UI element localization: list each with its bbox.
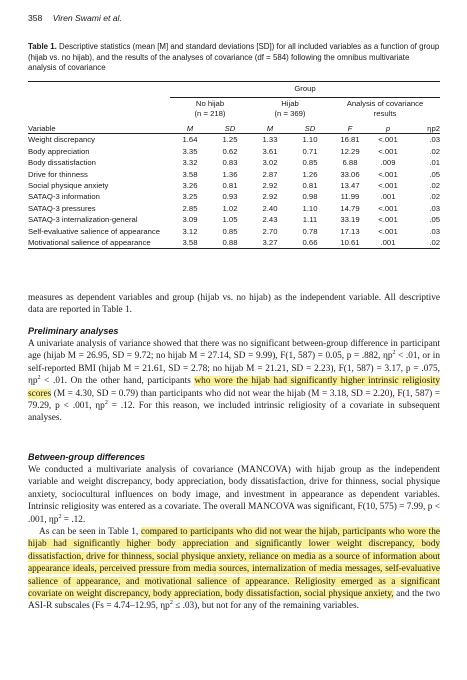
cell-sd1: 1.36 — [222, 169, 238, 179]
cell-p: .009 — [380, 158, 396, 168]
cell-m2: 2.43 — [262, 215, 278, 225]
cell-p: <.001 — [378, 146, 398, 156]
cell-f: 33.06 — [340, 169, 360, 179]
cell-m1: 3.35 — [182, 146, 198, 156]
cell-sd2: 1.11 — [302, 215, 318, 225]
text-span: and the two ASI-R subscales (Fs = 4.74–12.95, ηp — [28, 589, 440, 612]
table-row — [28, 191, 440, 202]
paragraph-text: measures as dependent variables and group (hijab vs. no hijab) as the independent variable. All descriptive data are reported in Table 1. — [28, 293, 440, 316]
superscript: 2 — [392, 350, 396, 357]
cell-m1: 3.58 — [170, 237, 210, 249]
cell-sd2: 0.98 — [302, 192, 318, 202]
text-span: (M = 4.30, SD = 0.79) than participants who did not wear the hijab (M = 3.18, SD = 2.20), F(1, 587) = 79.29, p < .001, ηp — [28, 388, 440, 412]
cell-eta: .02 — [429, 146, 440, 156]
cell-m1: 1.64 — [182, 135, 198, 145]
text-span: = .12. For this reason, we included intrinsic religiosity of a covariate in subsequent analyses. — [28, 401, 440, 424]
cell-eta: .03 — [429, 203, 440, 213]
cell-f: 13.47 — [340, 180, 360, 190]
cell-sd2: 0.66 — [290, 237, 330, 249]
cell-p: .001 — [380, 192, 396, 202]
cell-f: 17.13 — [340, 226, 360, 236]
cell-f: 6.88 — [342, 158, 358, 168]
cell-p: <.001 — [378, 135, 398, 145]
table-row — [28, 157, 440, 168]
cell-variable: Body dissatisfaction — [28, 158, 96, 168]
text-span: A univariate analysis of variance showed that there was no significant between-group difference in participant age (hijab M = 26.95, SD = 9.72; no hijab M = 27.14, SD = 9.99), F(1, 587) = 0.05, p = .882, ηp — [28, 339, 440, 362]
text-span: < .01. On the other hand, participants — [40, 376, 195, 387]
cell-variable: SATAQ-3 information — [28, 192, 100, 202]
cell-sd1: 1.05 — [222, 215, 238, 225]
cell-eta: .02 — [429, 180, 440, 190]
cell-eta: .05 — [429, 169, 440, 179]
cell-p: <.001 — [378, 215, 398, 225]
cell-f: 12.29 — [340, 146, 360, 156]
col-sd-hijab: SD — [304, 124, 316, 134]
cell-m2: 1.33 — [262, 135, 278, 145]
cell-m1: 3.58 — [182, 169, 198, 179]
cell-f: 10.61 — [330, 237, 370, 249]
cell-m1: 3.12 — [182, 226, 198, 236]
cell-sd2: 1.26 — [302, 169, 318, 179]
cell-eta: .01 — [429, 158, 440, 168]
cell-f: 14.79 — [340, 203, 360, 213]
cell-variable: Body appreciation — [28, 146, 90, 156]
running-header — [28, 13, 122, 23]
highlighted-text: who wore the hijab had significantly higher intrinsic religiosity scores — [28, 376, 440, 399]
cell-m2: 2.92 — [262, 180, 278, 190]
paragraph-preliminary — [28, 338, 440, 425]
cell-sd2: 0.78 — [302, 226, 318, 236]
cell-p: <.001 — [378, 203, 398, 213]
col-variable: Variable — [28, 124, 56, 134]
superscript: 2 — [37, 375, 41, 382]
cell-variable: Weight discrepancy — [28, 135, 95, 145]
cell-eta: .03 — [429, 226, 440, 236]
cell-m2: 3.61 — [262, 146, 278, 156]
cell-variable: Motivational salience of appearance — [28, 237, 170, 249]
no-hijab-n: (n = 218) — [194, 108, 226, 118]
hijab-label: Hijab — [281, 99, 299, 108]
text-span: = .12. — [61, 514, 86, 525]
highlighted-text: compared to participants who did not wear the hijab, participants who wore the hijab had significantly higher body appreciation and significantly lower weight discrepancy, body dissatisfaction, drive for thinness, social physique anxiety, reliance on media as a source of information about appearance ideals, perceived pressure from media sources, internalization of media messages, self-evaluative salience of appearance, and motivational salience of appearance. Religiosity emerged as a significant covariate on weight discrepancy, body appreciation, body dissatisfaction, social physique anxiety, — [28, 527, 440, 600]
paragraph-continuation — [28, 292, 440, 317]
cell-p: <.001 — [378, 180, 398, 190]
col-m-no-hijab: M — [186, 124, 194, 134]
table-row — [28, 214, 440, 225]
cell-m2: 2.92 — [262, 192, 278, 202]
cell-m1: 3.25 — [182, 192, 198, 202]
hijab-n: (n = 369) — [274, 108, 306, 118]
text-span: We conducted a multivariate analysis of covariance (MANCOVA) with hijab group as the independent variable and weight discrepancy, body appreciation, body dissatisfaction, drive for thinness, social physique anxiety, sociocultural influences on body image, and investment in appearance as dependent variables. Intrinsic religiosity was entered as a covariate. The overall MANCOVA was significant, F(10, 575) = 7.99, p < .001, ηp — [28, 465, 440, 525]
cell-m1: 2.85 — [182, 203, 198, 213]
cell-variable: Self-evaluative salience of appearance — [28, 226, 161, 236]
text-span: As can be seen in Table 1, — [39, 527, 141, 538]
cell-f: 33.19 — [340, 215, 360, 225]
col-sd-no-hijab: SD — [224, 124, 236, 134]
text-span: < .01, or in self-reported BMI (hijab M = 21.61, SD = 2.78; no hijab M = 21.21, SD = 2.23), F(1, 587) = 3.17, p = .075, ηp — [28, 351, 440, 387]
cell-sd1: 0.83 — [222, 158, 238, 168]
col-p: p — [385, 124, 391, 134]
cell-m1: 3.26 — [182, 180, 198, 190]
cell-variable: Drive for thinness — [28, 169, 88, 179]
cell-variable: SATAQ-3 internalization-general — [28, 215, 138, 225]
cell-sd2: 1.10 — [302, 135, 318, 145]
cell-sd1: 1.25 — [222, 135, 238, 145]
cell-m2: 2.40 — [262, 203, 278, 213]
cell-m1: 3.32 — [182, 158, 198, 168]
cell-m2: 3.02 — [262, 158, 278, 168]
cell-sd1: 0.85 — [222, 226, 238, 236]
cell-sd2: 0.81 — [302, 180, 318, 190]
cell-variable: SATAQ-3 pressures — [28, 203, 96, 213]
cell-p: <.001 — [378, 226, 398, 236]
cell-m2: 2.70 — [262, 226, 278, 236]
running-authors: Viren Swami et al. — [52, 13, 122, 23]
cell-eta: .03 — [429, 135, 440, 145]
cell-sd2: 0.85 — [302, 158, 318, 168]
page-number: 358 — [28, 13, 43, 23]
descriptive-table — [28, 81, 440, 249]
table-caption-label: Table 1. — [28, 42, 57, 51]
text-span: ≤ .03), but not for any of the remaining variables. — [172, 601, 359, 612]
cell-variable: Social physique anxiety — [28, 180, 109, 190]
table-row — [28, 203, 440, 214]
col-eta: ηp2 — [427, 124, 440, 134]
ancova-label-results: results — [373, 108, 397, 118]
group-header: Group — [294, 84, 316, 93]
cell-sd1: 0.62 — [222, 146, 238, 156]
table-caption — [28, 42, 440, 74]
no-hijab-label: No hijab — [195, 99, 225, 108]
cell-sd2: 1.10 — [302, 203, 318, 213]
cell-p: <.001 — [378, 169, 398, 179]
table-row — [28, 180, 440, 191]
cell-m2: 3.27 — [250, 237, 290, 249]
table-row — [28, 237, 440, 249]
table-row — [28, 134, 440, 146]
table-row — [28, 146, 440, 157]
cell-f: 11.99 — [340, 192, 360, 202]
cell-eta: .02 — [406, 237, 440, 249]
cell-sd1: 0.81 — [222, 180, 238, 190]
paragraph-between-group — [28, 464, 440, 613]
table-caption-text: Descriptive statistics (mean [M] and standard deviations [SD]) for all included variables as a function of group (hijab vs. no hijab), and the results of the analyses of covariance (df = 584) following the omnibus multivariate analysis of covariance — [28, 42, 440, 73]
col-f: F — [347, 124, 353, 134]
table-row — [28, 225, 440, 236]
cell-eta: .05 — [429, 215, 440, 225]
cell-sd2: 0.71 — [302, 146, 318, 156]
ancova-label: Analysis of covariance — [346, 99, 424, 108]
cell-sd1: 1.02 — [222, 203, 238, 213]
table-body — [28, 134, 440, 249]
col-m-hijab: M — [266, 124, 274, 134]
table-row — [28, 168, 440, 179]
superscript: 2 — [169, 600, 173, 607]
superscript: 2 — [58, 513, 62, 520]
section-heading-between-group: Between-group differences — [28, 452, 146, 462]
superscript: 2 — [104, 399, 108, 406]
cell-eta: .02 — [429, 192, 440, 202]
section-heading-preliminary: Preliminary analyses — [28, 326, 119, 336]
cell-p: .001 — [370, 237, 406, 249]
cell-sd1: 0.93 — [222, 192, 238, 202]
cell-sd1: 0.88 — [210, 237, 250, 249]
cell-m1: 3.09 — [182, 215, 198, 225]
cell-f: 16.81 — [340, 135, 360, 145]
cell-m2: 2.87 — [262, 169, 278, 179]
